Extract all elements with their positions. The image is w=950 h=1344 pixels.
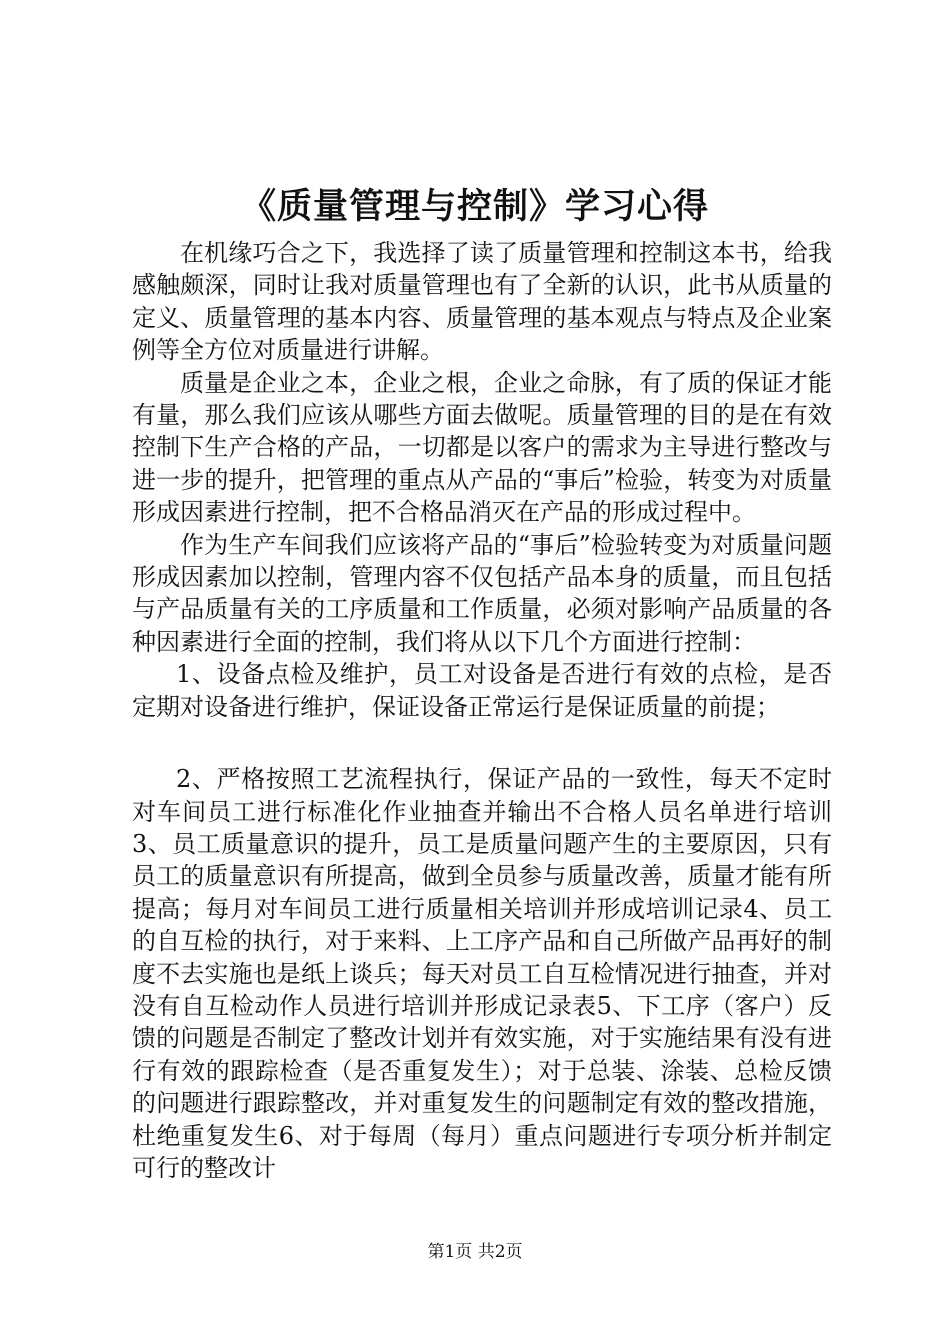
document-body xyxy=(132,237,832,1184)
paragraph-items-2-6: 2、严格按照工艺流程执行，保证产品的一致性，每天不定时对车间员工进行标准化作业抽查并输出不合格人员名单进行培训3、员工质量意识的提升，员工是质量问题产生的主要原因，只有员工的质量意识有所提高，做到全员参与质量改善，质量才能有所提高；每月对车间员工进行质量相关培训并形成培训记录4、员工的自互检的执行，对于来料、上工序产品和自己所做产品再好的制度不去实施也是纸上谈兵；每天对员工自互检情况进行抽查，并对没有自互检动作人员进行培训并形成记录表5、下工序（客户）反馈的问题是否制定了整改计划并有效实施，对于实施结果有没有进行有效的跟踪检查（是否重复发生）；对于总装、涂装、总检反馈的问题进行跟踪整改，并对重复发生的问题制定有效的整改措施，杜绝重复发生6、对于每周（每月）重点问题进行专项分析并制定可行的整改计 xyxy=(132,765,832,1182)
paragraph-workshop-control: 作为生产车间我们应该将产品的“事后”检验转变为对质量问题形成因素加以控制，管理内容不仅包括产品本身的质量，而且包括与产品质量有关的工序质量和工作质量，必须对影响产品质量的各种因素进行全面的控制，我们将从以下几个方面进行控制： xyxy=(132,530,832,656)
paragraph-spacer xyxy=(132,723,832,763)
document-title: 《质量管理与控制》学习心得 xyxy=(240,186,709,227)
paragraph-intro: 在机缘巧合之下，我选择了读了质量管理和控制这本书，给我感触颇深，同时让我对质量管理也有了全新的认识，此书从质量的定义、质量管理的基本内容、质量管理的基本观点与特点及企业案例等全方位对质量进行讲解。 xyxy=(132,239,832,365)
page-footer: 第1页 共2页 xyxy=(427,1242,523,1262)
paragraph-item-1: 1、设备点检及维护，员工对设备是否进行有效的点检，是否定期对设备进行维护，保证设备正常运行是保证质量的前提； xyxy=(132,660,832,721)
paragraph-quality-importance: 质量是企业之本，企业之根，企业之命脉，有了质的保证才能有量，那么我们应该从哪些方面去做呢。质量管理的目的是在有效控制下生产合格的产品，一切都是以客户的需求为主导进行整改与进一步的提升，把管理的重点从产品的“事后”检验，转变为对质量形成因素进行控制，把不合格品消灭在产品的形成过程中。 xyxy=(132,368,832,527)
